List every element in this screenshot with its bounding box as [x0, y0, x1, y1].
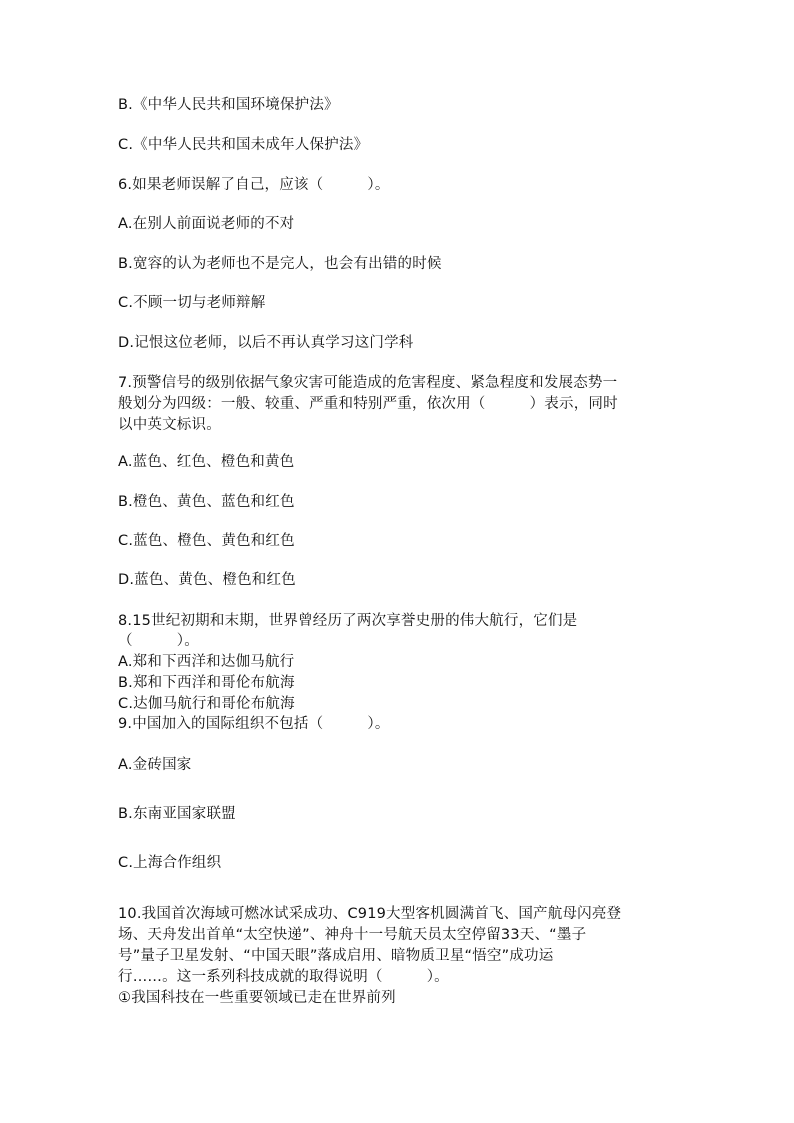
q9-option-b: B.东南亚国家联盟: [118, 806, 236, 822]
q6-option-b: B.宽容的认为老师也不是完人，也会有出错的时候: [118, 256, 442, 272]
q10-statement-1: ①我国科技在一些重要领域已走在世界前列: [118, 990, 396, 1006]
q8-option-c: C.达伽马航行和哥伦布航海: [118, 696, 295, 712]
q6-option-c: C.不顾一切与老师辩解: [118, 295, 266, 311]
q5-option-c: C.《中华人民共和国未成年人保护法》: [118, 137, 369, 153]
q7-option-d: D.蓝色、黄色、橙色和红色: [118, 572, 296, 588]
q9-option-c: C.上海合作组织: [118, 855, 222, 871]
q7-stem-line-3: 以中英文标识。: [118, 417, 221, 433]
q6-option-d: D.记恨这位老师，以后不再认真学习这门学科: [118, 335, 414, 351]
q10-stem-line-3: 号”量子卫星发射、“中国天眼”落成启用、暗物质卫星“悟空”成功运: [118, 948, 554, 964]
q7-option-c: C.蓝色、橙色、黄色和红色: [118, 533, 295, 549]
q7-stem-line-2: 般划分为四级：一般、较重、严重和特别严重，依次用（ ）表示，同时: [118, 396, 618, 412]
q8-option-b: B.郑和下西洋和哥伦布航海: [118, 675, 295, 691]
q8-stem-line-1: 8.15世纪初期和末期，世界曾经历了两次享誉史册的伟大航行，它们是: [118, 613, 578, 629]
q7-option-b: B.橙色、黄色、蓝色和红色: [118, 494, 295, 510]
q10-stem-line-2: 场、天舟发出首单“太空快递”、神舟十一号航天员太空停留33天、“墨子: [118, 927, 587, 943]
q7-stem-line-1: 7.预警信号的级别依据气象灾害可能造成的危害程度、紧急程度和发展态势一: [118, 375, 618, 391]
q10-stem-line-4: 行……。这一系列科技成就的取得说明（ ）。: [118, 969, 449, 985]
q6-stem: 6.如果老师误解了自己，应该（ ）。: [118, 177, 390, 193]
q9-stem: 9.中国加入的国际组织不包括（ ）。: [118, 716, 390, 732]
q10-stem-line-1: 10.我国首次海域可燃冰试采成功、C919大型客机圆满首飞、国产航母闪亮登: [118, 906, 622, 922]
q7-option-a: A.蓝色、红色、橙色和黄色: [118, 454, 295, 470]
q5-option-b: B.《中华人民共和国环境保护法》: [118, 97, 339, 113]
q8-stem-line-2: （ ）。: [118, 633, 199, 649]
q6-option-a: A.在别人前面说老师的不对: [118, 216, 295, 232]
q9-option-a: A.金砖国家: [118, 757, 192, 773]
q8-option-a: A.郑和下西洋和达伽马航行: [118, 654, 295, 670]
